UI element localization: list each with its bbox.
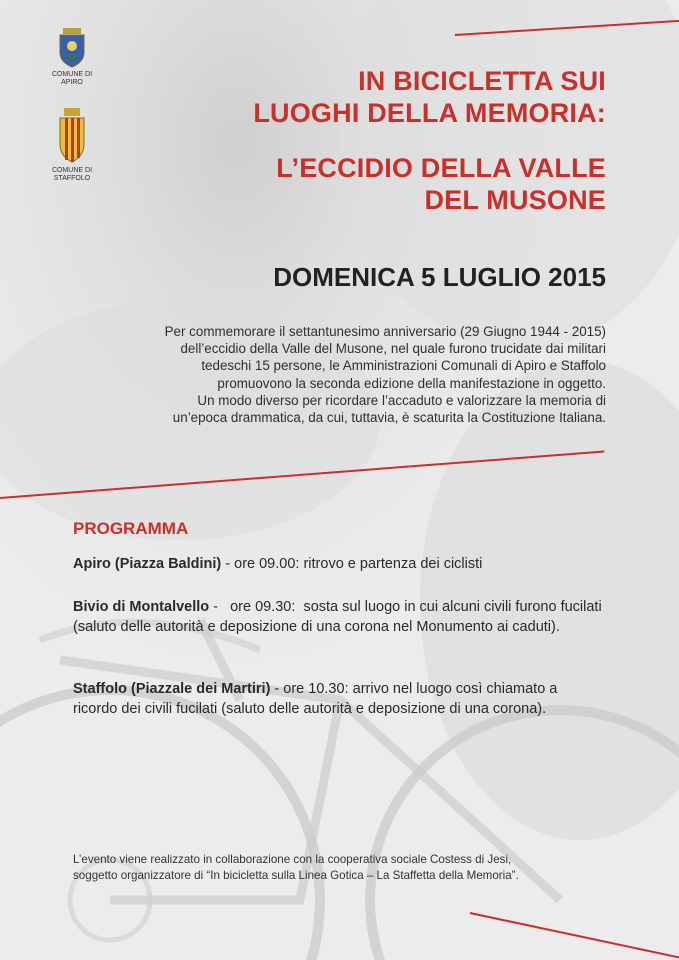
intro-line: promuovono la seconda edizione della manifestazione in oggetto. (217, 375, 606, 391)
event-title (253, 65, 606, 129)
programma-text: sosta sul luogo in cui alcuni civili furono fucilati (saluto delle autorità e deposizione di una corona nel Monumento ai caduti). (73, 599, 602, 635)
apiro-logo-line2: APIRO (61, 79, 83, 86)
programma-text: ritrovo e partenza dei ciclisti (303, 556, 483, 572)
event-date: DOMENICA 5 LUGLIO 2015 (273, 262, 606, 292)
programma-place: Bivio di Montalvello (73, 599, 210, 615)
apiro-crest-icon (57, 28, 87, 68)
programma-item (73, 555, 603, 575)
programma-place: Staffolo (Piazzale dei Martiri) (73, 681, 271, 697)
staffolo-crest-icon (57, 108, 87, 164)
staffolo-coat-of-arms (42, 108, 102, 183)
intro-line: tedeschi 15 persone, le Amministrazioni Comunali di Apiro e Staffolo (201, 358, 606, 374)
intro-line: un’epoca drammatica, da cui, tuttavia, è scaturita la Costituzione Italiana. (172, 410, 606, 426)
title-line-1: IN BICICLETTA SUI (358, 66, 606, 96)
footer-line: L’evento viene realizzato in collaborazione con la cooperativa sociale Costess di Jesi, (73, 853, 512, 866)
programma-time: - ore 10.30: (270, 681, 353, 697)
programma-item (73, 680, 603, 719)
programma-place: Apiro (Piazza Baldini) (73, 556, 222, 572)
title-line-2: LUOGHI DELLA MEMORIA: (253, 98, 606, 128)
intro-line: Un modo diverso per ricordare l’accaduto e valorizzare la memoria di (197, 392, 606, 408)
programma-text: arrivo nel luogo così chiamato a ricordo dei civili fucilati (saluto delle autorità e deposizione di una corona). (73, 681, 558, 717)
intro-line: dell’eccidio della Valle del Musone, nel quale furono trucidate dai militari (180, 341, 606, 357)
programma-time: - ore 09.30: (209, 599, 304, 615)
apiro-coat-of-arms (42, 28, 102, 87)
programma-item (73, 598, 603, 637)
footer-line: soggetto organizzatore di “In bicicletta sulla Linea Gotica – La Staffetta della Memoria”. (73, 868, 519, 882)
title-line-3: L’ECCIDIO DELLA VALLE (276, 153, 606, 183)
title-line-4: DEL MUSONE (424, 185, 606, 215)
event-subtitle (276, 152, 606, 216)
intro-paragraph (66, 323, 606, 426)
programma-heading: PROGRAMMA (73, 519, 189, 538)
staffolo-logo-line1: COMUNE DI (51, 167, 93, 174)
staffolo-logo-line2: STAFFOLO (53, 175, 91, 182)
intro-line: Per commemorare il settantunesimo anniversario (29 Giugno 1944 - 2015) (164, 324, 606, 339)
footer-note (73, 852, 613, 883)
apiro-logo-line1: COMUNE DI (51, 71, 93, 78)
programma-time: - ore 09.00: (221, 556, 304, 572)
